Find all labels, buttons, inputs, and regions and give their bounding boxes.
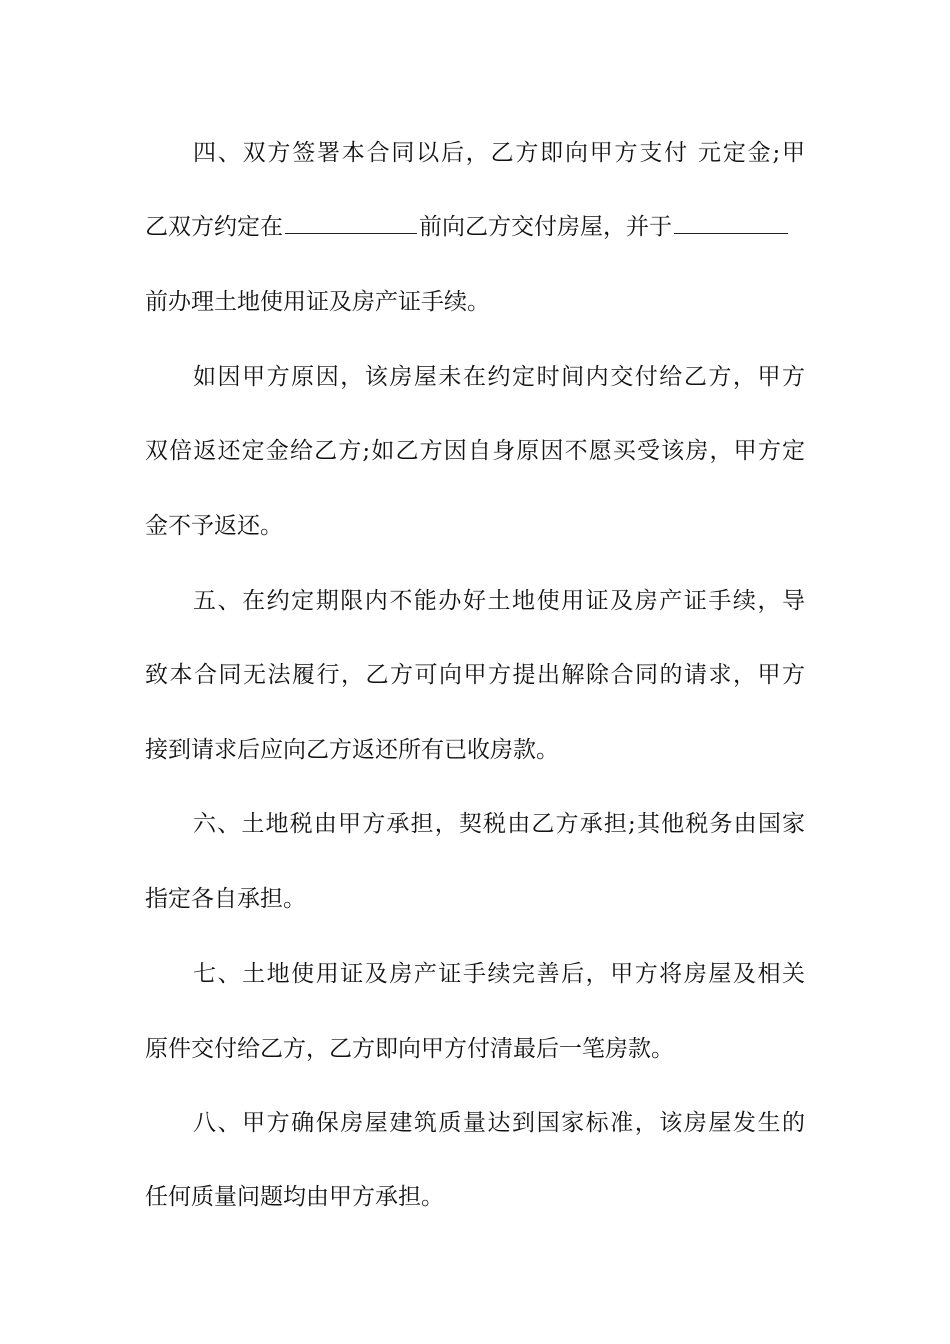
- clause-6-line-1: 六、土地税由甲方承担，契税由乙方承担;其他税务由国家: [193, 811, 805, 837]
- clause-4-line-2-text-b: 前向乙方交付房屋，并于: [419, 214, 672, 240]
- clause-7-line-1: 七、土地使用证及房产证手续完善后，甲方将房屋及相关: [193, 961, 805, 987]
- delivery-date-blank[interactable]: [285, 211, 417, 234]
- certificate-date-blank[interactable]: [674, 211, 788, 234]
- clause-5-line-2: 致本合同无法履行，乙方可向甲方提出解除合同的请求，甲方: [145, 662, 805, 688]
- clause-4-line-1: 四、双方签署本合同以后，乙方即向甲方支付 元定金;甲: [193, 140, 805, 166]
- clause-7-line-2: 原件交付给乙方，乙方即向甲方付清最后一笔房款。: [145, 1036, 674, 1062]
- clause-8-line-1: 八、甲方确保房屋建筑质量达到国家标准，该房屋发生的: [193, 1110, 805, 1136]
- clause-4b-line-2: 双倍返还定金给乙方;如乙方因自身原因不愿买受该房，甲方定: [145, 438, 805, 464]
- clause-4-line-2-text-a: 乙双方约定在: [145, 214, 283, 240]
- clause-4-line-3: 前办理土地使用证及房产证手续。: [145, 289, 490, 315]
- clause-5-line-3: 接到请求后应向乙方返还所有已收房款。: [145, 737, 559, 763]
- clause-6-line-2: 指定各自承担。: [145, 886, 306, 912]
- clause-8-line-2: 任何质量问题均由甲方承担。: [145, 1184, 444, 1210]
- clause-4b-line-1: 如因甲方原因，该房屋未在约定时间内交付给乙方，甲方: [193, 364, 805, 390]
- clause-4-line-2: [145, 207, 805, 247]
- clause-5-line-1: 五、在约定期限内不能办好土地使用证及房产证手续，导: [193, 588, 805, 614]
- clause-4b-line-3: 金不予返还。: [145, 513, 283, 539]
